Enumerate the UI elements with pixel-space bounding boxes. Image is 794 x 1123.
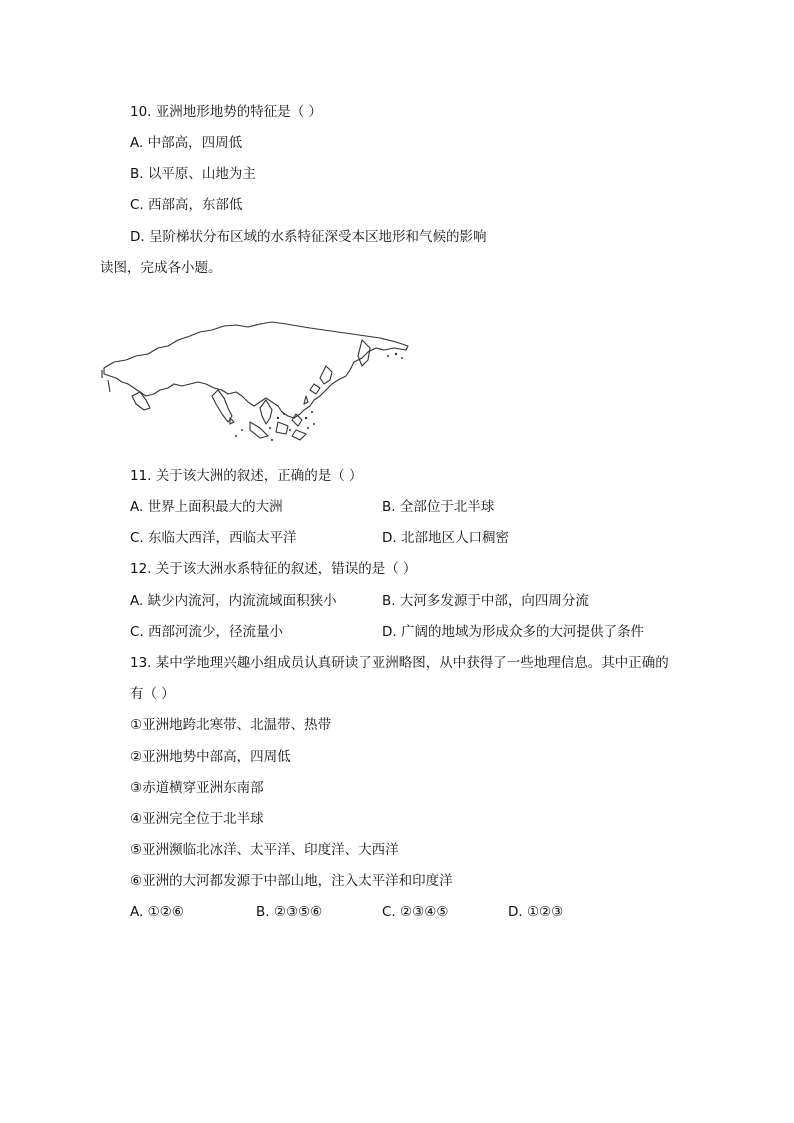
q11-option-c: C. 东临大西洋，西临太平洋 — [130, 530, 297, 546]
q10-stem: 10. 亚洲地形地势的特征是（ ） — [130, 104, 323, 120]
q12-option-a: A. 缺少内流河，内流流域面积狭小 — [130, 593, 337, 609]
q12-option-b: B. 大河多发源于中部，向四周分流 — [382, 593, 589, 609]
q13-option-d: D. ①②③ — [508, 904, 564, 920]
q13-statement-2: ②亚洲地势中部高，四周低 — [130, 749, 291, 765]
q13-option-a: A. ①②⑥ — [130, 904, 184, 920]
q13-statement-6: ⑥亚洲的大河都发源于中部山地，注入太平洋和印度洋 — [130, 873, 453, 889]
q10-option-b: B. 以平原、山地为主 — [130, 166, 256, 182]
q11-stem: 11. 关于该大洲的叙述，正确的是（ ） — [130, 468, 363, 484]
q13-statement-1: ①亚洲地跨北寒带、北温带、热带 — [130, 717, 332, 733]
q13-stem-line1: 13. 某中学地理兴趣小组成员认真研读了亚洲略图，从中获得了一些地理信息。其中正确的 — [130, 655, 669, 671]
q13-option-c: C. ②③④⑤ — [382, 904, 449, 920]
q13-statement-4: ④亚洲完全位于北半球 — [130, 811, 264, 827]
q10-option-d: D. 呈阶梯状分布区域的水系特征深受本区地形和气候的影响 — [130, 229, 487, 245]
q13-statement-3: ③赤道横穿亚洲东南部 — [130, 780, 264, 796]
q13-stem-line2: 有（ ） — [130, 686, 175, 702]
asia-outline-map-icon — [100, 318, 412, 448]
q12-option-c: C. 西部河流少，径流量小 — [130, 624, 284, 640]
read-map-instruction: 读图，完成各小题。 — [100, 260, 222, 276]
q10-option-c: C. 西部高，东部低 — [130, 197, 243, 213]
q13-statement-5: ⑤亚洲濒临北冰洋、太平洋、印度洋、大西洋 — [130, 842, 399, 858]
q12-option-d: D. 广阔的地域为形成众多的大河提供了条件 — [382, 624, 644, 640]
q13-option-b: B. ②③⑤⑥ — [256, 904, 323, 920]
q11-option-d: D. 北部地区人口稠密 — [382, 530, 509, 546]
q11-option-b: B. 全部位于北半球 — [382, 499, 495, 515]
q11-option-a: A. 世界上面积最大的大洲 — [130, 499, 283, 515]
q10-option-a: A. 中部高，四周低 — [130, 135, 243, 151]
q12-stem: 12. 关于该大洲水系特征的叙述，错误的是（ ） — [130, 561, 417, 577]
